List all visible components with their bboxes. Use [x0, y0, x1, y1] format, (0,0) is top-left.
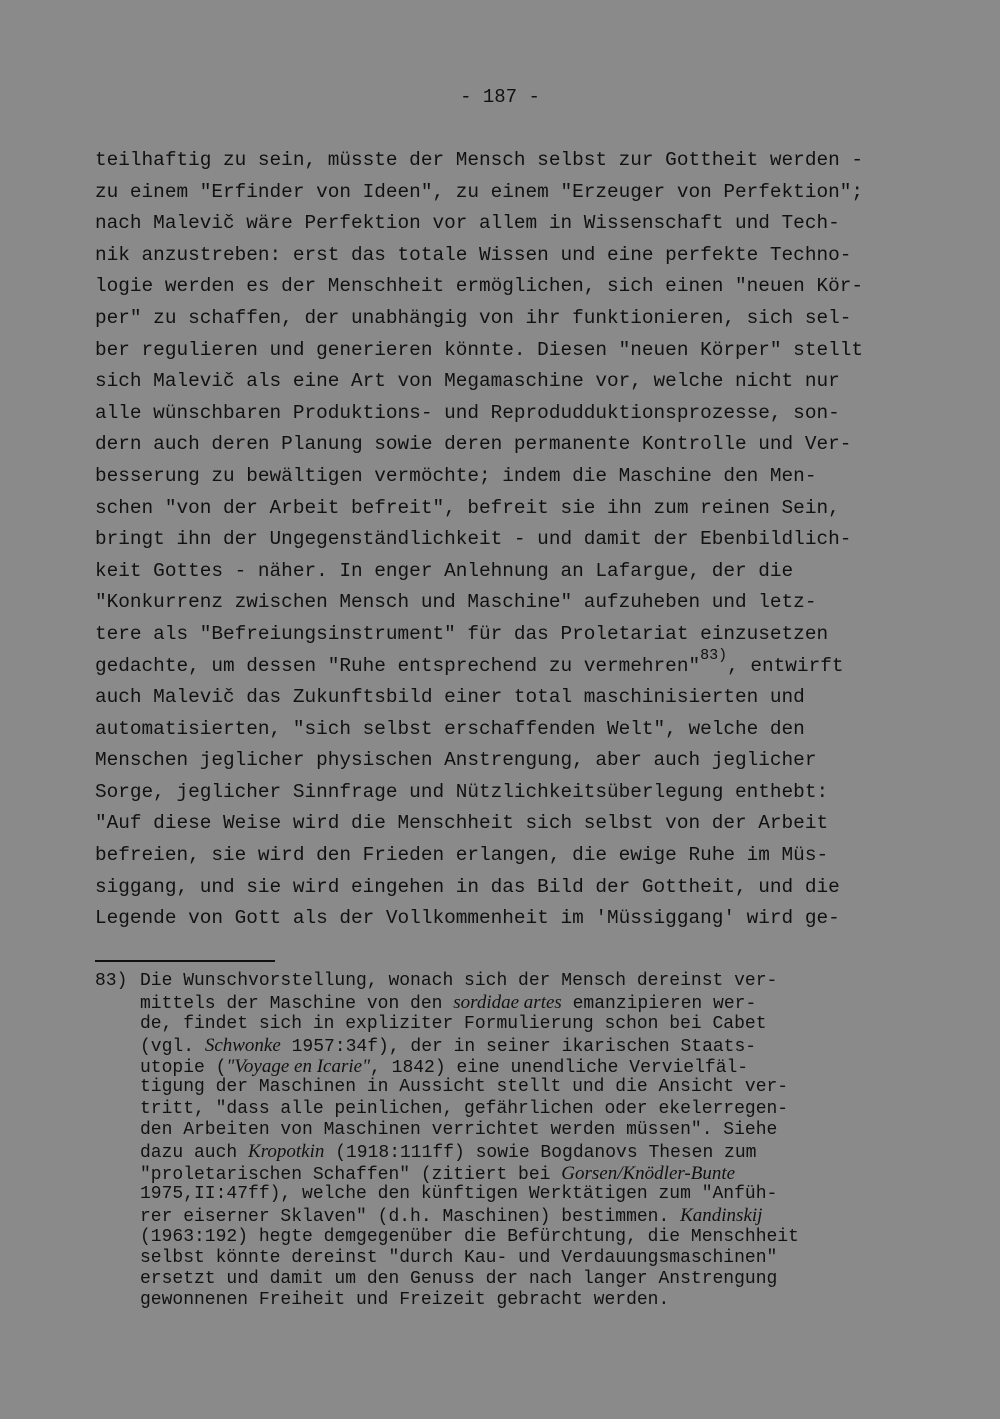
footnote-segment: utopie (	[140, 1058, 227, 1079]
body-line: "Konkurrenz zwischen Mensch und Maschine" aufzuheben und letz-	[95, 591, 817, 614]
footnote	[95, 971, 895, 1312]
body-line-segment: , entwirft	[727, 654, 844, 677]
footnote-text: selbst könnte dereinst "durch Kau- und Verdauungsmaschinen"	[140, 1247, 778, 1268]
body-line: per" zu schaffen, der unabhängig von ihr funktionieren, sich sel-	[95, 306, 852, 329]
footnote-text	[140, 1056, 748, 1079]
footnote-text	[140, 1163, 735, 1186]
italic-author: Kropotkin	[248, 1141, 325, 1163]
footnote-line	[95, 1099, 895, 1120]
footnote-reference: 83)	[700, 646, 728, 664]
body-line: bringt ihn der Ungegenständlichkeit - und damit der Ebenbildlich-	[95, 528, 852, 551]
footnote-text	[140, 1035, 756, 1058]
footnote-text: gewonnenen Freiheit und Freizeit gebracht werden.	[140, 1290, 670, 1311]
body-line: alle wünschbaren Produktions- und Reprodudduktionsprozesse, son-	[95, 401, 840, 424]
body-line: Legende von Gott als der Vollkommenheit im 'Müssiggang' wird ge-	[95, 907, 840, 930]
body-line: teilhaftig zu sein, müsste der Mensch selbst zur Gottheit werden -	[95, 149, 863, 171]
footnote-line	[95, 1014, 895, 1035]
body-line: zu einem "Erfinder von Ideen", zu einem "Erzeuger von Perfektion";	[95, 180, 863, 203]
footnote-segment: 1957:34f), der in seiner ikarischen Staats-	[280, 1036, 757, 1057]
italic-author: Schwonke	[204, 1034, 281, 1056]
body-line: automatisierten, "sich selbst erschaffenden Welt", welche den	[95, 717, 805, 740]
footnote-text: tritt, "dass alle peinlichen, gefährlichen oder ekelerregen-	[140, 1098, 789, 1119]
body-line-with-footnote-ref	[95, 646, 895, 683]
body-line: auch Malevič das Zukunftsbild einer total maschinisierten und	[95, 686, 805, 709]
body-line: befreien, sie wird den Frieden erlangen, die ewige Ruhe im Müs-	[95, 844, 829, 867]
footnote-text: tigung der Maschinen in Aussicht stellt und die Ansicht ver-	[140, 1077, 789, 1098]
footnote-text: 1975,II:47ff), welche den künftigen Werktätigen zum "Anfüh-	[140, 1183, 778, 1204]
footnote-line	[95, 1141, 895, 1162]
footnote-number: 83)	[95, 971, 128, 991]
body-line: schen "von der Arbeit befreit", befreit sie ihn zum reinen Sein,	[95, 496, 840, 519]
footnote-line	[95, 1035, 895, 1056]
footnote-segment: emanzipieren wer-	[561, 994, 757, 1015]
italic-author: Gorsen/Knödler-Bunte	[561, 1162, 736, 1184]
footnote-segment: rer eiserner Sklaven" (d.h. Maschinen) bestimmen.	[140, 1207, 681, 1228]
footnote-text	[140, 1205, 762, 1228]
body-line: tere als "Befreiungsinstrument" für das Proletariat einzusetzen	[95, 622, 829, 645]
footnote-text	[140, 992, 756, 1015]
body-line: siggang, und sie wird eingehen in das Bild der Gottheit, und die	[95, 875, 840, 898]
footnote-segment: (vgl.	[140, 1036, 205, 1057]
footnote-segment: dazu auch	[140, 1143, 249, 1164]
body-line: sich Malevič als eine Art von Megamaschine vor, welche nicht nur	[95, 370, 840, 393]
body-line: besserung zu bewältigen vermöchte; indem die Maschine den Men-	[95, 464, 817, 487]
footnote-line	[95, 1269, 895, 1290]
footnote-separator	[95, 960, 275, 962]
footnote-segment: "proletarischen Schaffen" (zitiert bei	[140, 1164, 562, 1185]
footnote-text: den Arbeiten von Maschinen verrichtet werden müssen". Siehe	[140, 1120, 778, 1141]
body-line: Menschen jeglicher physischen Anstrengung, aber auch jeglicher	[95, 749, 817, 772]
footnote-line	[95, 1184, 895, 1205]
footnote-line	[95, 1056, 895, 1077]
footnote-line	[95, 1248, 895, 1269]
italic-title: "Voyage en Icarie"	[226, 1056, 371, 1078]
body-line: nik anzustreben: erst das totale Wissen und eine perfekte Techno-	[95, 243, 852, 266]
footnote-line	[95, 1120, 895, 1141]
body-line: Sorge, jeglicher Sinnfrage und Nützlichkeitsüberlegung enthebt:	[95, 780, 829, 803]
footnote-text: ersetzt und damit um den Genuss der nach langer Anstrengung	[140, 1269, 778, 1290]
body-text	[95, 145, 895, 935]
footnote-segment: , 1842) eine unendliche Vervielfäl-	[370, 1058, 749, 1079]
italic-author: Kandinskij	[680, 1205, 763, 1227]
footnote-segment: (1918:111ff) sowie Bogdanovs Thesen zum	[324, 1143, 757, 1164]
footnote-segment: mittels der Maschine von den	[140, 994, 454, 1015]
footnote-text: (1963:192) hegte demgegenüber die Befürchtung, die Menschheit	[140, 1226, 799, 1247]
footnote-text	[140, 1141, 756, 1164]
italic-term: sordidae artes	[453, 992, 562, 1014]
body-line: ber regulieren und generieren könnte. Diesen "neuen Körper" stellt	[95, 338, 863, 361]
footnote-line	[95, 992, 895, 1013]
body-line: logie werden es der Menschheit ermöglichen, sich einen "neuen Kör-	[95, 275, 863, 298]
footnote-line	[95, 1077, 895, 1098]
body-line-segment: gedachte, um dessen "Ruhe entsprechend zu vermehren"	[95, 654, 701, 677]
page-number: - 187 -	[460, 86, 540, 108]
body-line: keit Gottes - näher. In enger Anlehnung an Lafargue, der die	[95, 559, 794, 582]
body-line: nach Malevič wäre Perfektion vor allem in Wissenschaft und Tech-	[95, 212, 840, 235]
footnote-text: de, findet sich in expliziter Formulierung schon bei Cabet	[140, 1013, 767, 1034]
body-line: "Auf diese Weise wird die Menschheit sich selbst von der Arbeit	[95, 812, 829, 835]
footnote-line	[95, 1290, 895, 1311]
footnote-line	[95, 971, 895, 992]
body-line: dern auch deren Planung sowie deren permanente Kontrolle und Ver-	[95, 433, 852, 456]
footnote-line	[95, 1205, 895, 1226]
footnote-line	[95, 1227, 895, 1248]
footnote-line	[95, 1163, 895, 1184]
footnote-text: Die Wunschvorstellung, wonach sich der Mensch dereinst ver-	[140, 971, 778, 991]
